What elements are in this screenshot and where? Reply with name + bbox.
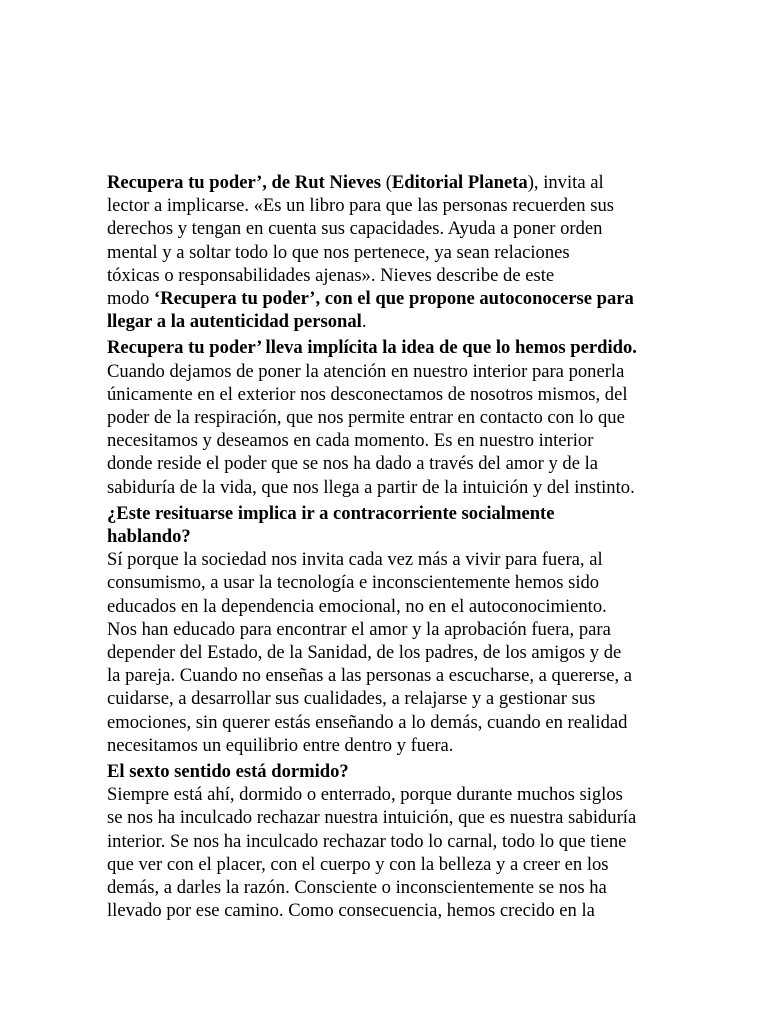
bold-text: Editorial Planeta: [391, 172, 528, 193]
bold-text: llegar a la autenticidad personal: [107, 311, 362, 333]
intro-paragraph: [107, 171, 667, 333]
question-heading: Recupera tu poder’ lleva implícita la idea de que lo hemos perdido.: [107, 337, 637, 359]
text-line: llevado por ese camino. Como consecuencia, hemos crecido en la: [107, 900, 595, 922]
text-line: cuidarse, a desarrollar sus cualidades, a relajarse y a gestionar sus: [107, 688, 596, 710]
text-line: consumismo, a usar la tecnología e inconscientemente hemos sido: [107, 572, 600, 594]
text-line: que ver con el placer, con el cuerpo y con la belleza y a creer en los: [107, 853, 609, 875]
text-line: lector a implicarse. «Es un libro para que las personas recuerden sus: [107, 195, 615, 217]
text-line: sabiduría de la vida, que nos llega a partir de la intuición y del instinto.: [107, 476, 635, 498]
text-line: interior. Se nos ha inculcado rechazar todo lo carnal, todo lo que tiene: [107, 830, 627, 852]
bold-text: Recupera tu poder’, de Rut Nieves: [107, 172, 382, 193]
text-line: Sí porque la sociedad nos invita cada vez más a vivir para fuera, al: [107, 549, 603, 571]
text-line: llegar a la autenticidad personal.: [107, 311, 367, 333]
text-line: poder de la respiración, que nos permite entrar en contacto con lo que: [107, 407, 625, 429]
text-line: se nos ha inculcado rechazar nuestra intuición, que es nuestra sabiduría: [107, 807, 637, 829]
text-line: la pareja. Cuando no enseñas a las personas a escucharse, a quererse, a: [107, 665, 633, 687]
text-line: depender del Estado, de la Sanidad, de los padres, de los amigos y de: [107, 642, 622, 664]
question-heading: hablando?: [107, 526, 191, 548]
text-line: Nos han educado para encontrar el amor y la aprobación fuera, para: [107, 618, 611, 640]
text-line: únicamente en el exterior nos desconectamos de nosotros mismos, del: [107, 383, 628, 405]
question-section: [107, 336, 667, 498]
bold-text: ‘Recupera tu poder’, con el que propone autoconocerse para: [154, 288, 634, 310]
text-line: necesitamos un equilibrio entre dentro y fuera.: [107, 734, 454, 756]
article-body: [107, 171, 667, 926]
text-line: modo ‘Recupera tu poder’, con el que propone autoconocerse para: [107, 288, 634, 310]
question-section: [107, 502, 667, 757]
text-line: Cuando dejamos de poner la atención en nuestro interior para ponerla: [107, 360, 625, 382]
question-heading: El sexto sentido está dormido?: [107, 761, 349, 783]
text-line: necesitamos y deseamos en cada momento. Es en nuestro interior: [107, 430, 594, 452]
text-line: mental y a soltar todo lo que nos pertenece, ya sean relaciones: [107, 241, 570, 263]
text-line: derechos y tengan en cuenta sus capacidades. Ayuda a poner orden: [107, 218, 603, 240]
text-line: donde reside el poder que se nos ha dado a través del amor y de la: [107, 453, 599, 475]
text-line: emociones, sin querer estás enseñando a lo demás, cuando en realidad: [107, 711, 628, 733]
question-heading: ¿Este resituarse implica ir a contracorriente socialmente: [107, 502, 555, 524]
question-section: [107, 760, 667, 922]
text-line: educados en la dependencia emocional, no en el autoconocimiento.: [107, 595, 607, 617]
text-line: Siempre está ahí, dormido o enterrado, porque durante muchos siglos: [107, 784, 623, 806]
text-line: Recupera tu poder’, de Rut Nieves (Editorial Planeta), invita al: [107, 172, 604, 193]
text-line: tóxicas o responsabilidades ajenas». Nieves describe de este: [107, 264, 555, 286]
text-line: demás, a darles la razón. Consciente o inconscientemente se nos ha: [107, 877, 607, 899]
